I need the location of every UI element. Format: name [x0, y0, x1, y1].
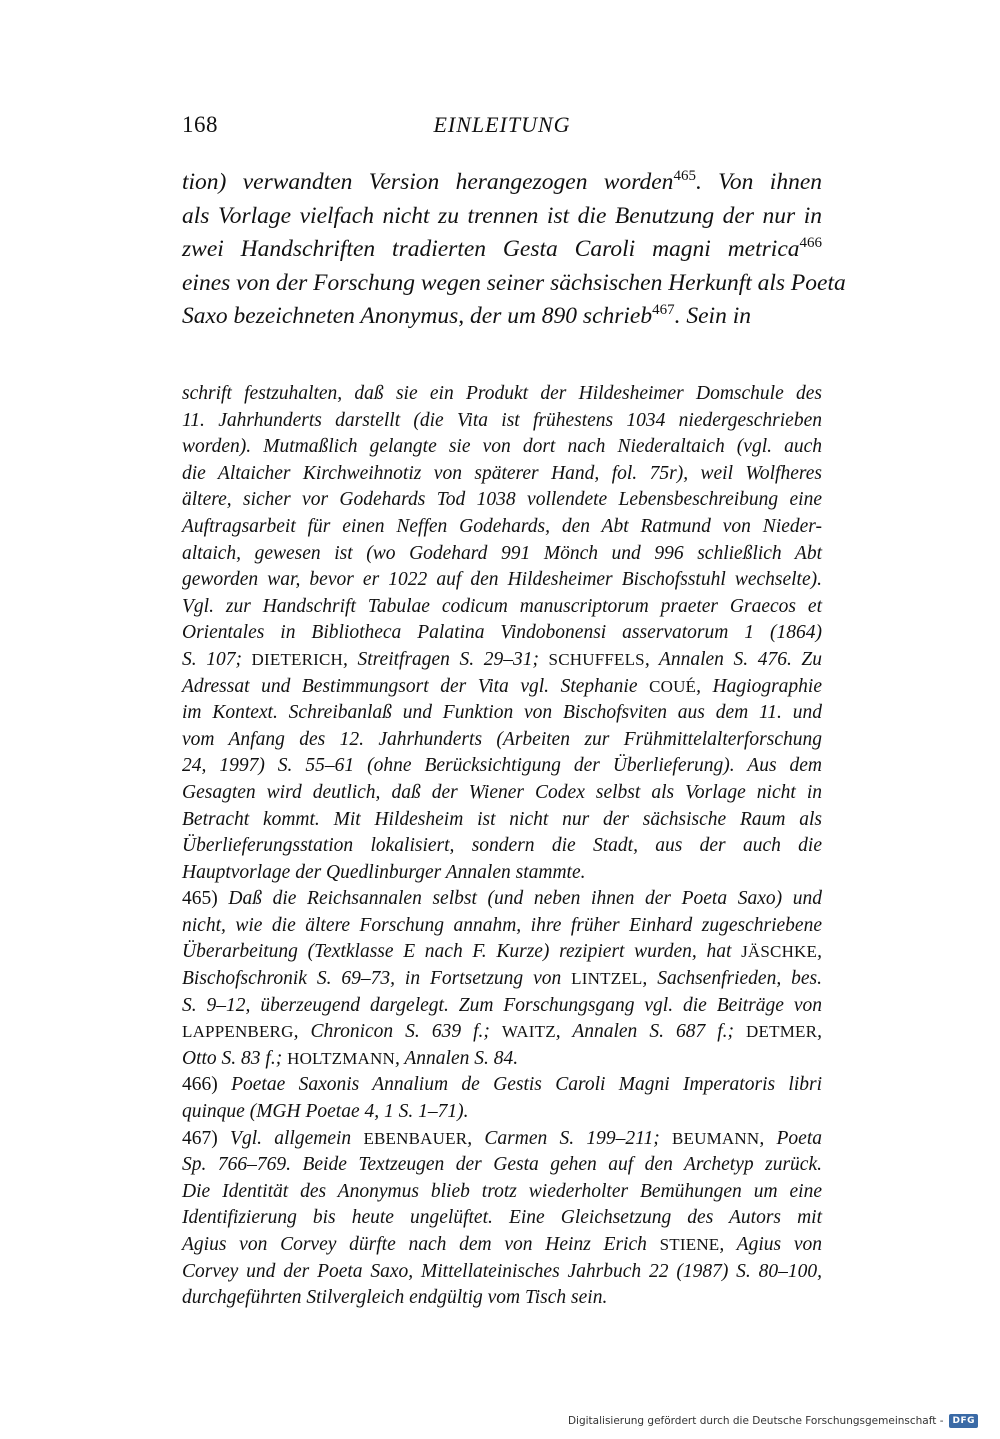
- footnotes-line: [182, 1099, 822, 1126]
- text-segment: zwei Handschriften tradierten Gesta Caroli magni metrica: [182, 236, 800, 262]
- footnotes-line: [182, 700, 822, 727]
- text-segment: Überarbeitung (Textklasse E nach F. Kurze) rezipiert wurden, hat: [182, 941, 742, 963]
- text-segment: . Sein in: [674, 303, 751, 329]
- text-segment: S. 107;: [182, 648, 252, 670]
- author-name: HOLTZMANN: [287, 1048, 395, 1068]
- author-name: STIENE: [659, 1235, 720, 1254]
- text-segment: eines von der Forschung wegen seiner sächsischen Herkunft als Poeta: [182, 269, 846, 296]
- text-segment: Daß die Reichsannalen selbst (und neben ihnen der Poeta Saxo) und: [228, 888, 822, 910]
- footnotes-line: [182, 939, 822, 966]
- scan-note-text: Digitalisierung gefördert durch die Deutsche Forschungsgemeinschaft -: [567, 1415, 944, 1427]
- text-segment: Betracht kommt. Mit Hildesheim ist nicht nur der sächsische Raum als: [182, 808, 822, 830]
- text-segment: 24, 1997) S. 55–61 (ohne Berücksichtigung der Überlieferung). Aus dem: [182, 755, 822, 777]
- text-segment: , Poeta: [759, 1127, 822, 1149]
- author-name: BEUMANN: [672, 1128, 760, 1148]
- main_text-line: [182, 166, 822, 200]
- footnotes-line: [182, 753, 822, 780]
- text-segment: , Sachsenfrieden, bes.: [642, 968, 822, 990]
- text-segment: Vgl. zur Handschrift Tabulae codicum manuscriptorum praeter Graecos et: [182, 595, 822, 617]
- text-segment: nicht, wie die ältere Forschung annahm, ihre früher Einhard zugeschriebene: [182, 914, 822, 936]
- author-name: WAITZ: [501, 1022, 556, 1042]
- text-segment: Orientales in Bibliotheca Palatina Vindobonensi asservatorum 1 (1864): [182, 622, 822, 644]
- text-segment: ,: [817, 941, 822, 963]
- author-name: DETMER: [746, 1022, 818, 1042]
- footnotes-line: [182, 620, 822, 647]
- footnotes-line: [182, 567, 822, 594]
- text-segment: Otto S. 83 f.;: [182, 1047, 288, 1069]
- author-name: JÄSCHKE: [741, 942, 818, 962]
- footnotes-line: [182, 1179, 822, 1206]
- text-segment: Agius von Corvey dürfte nach dem von Heinz Erich: [182, 1234, 660, 1255]
- text-segment: Saxo bezeichneten Anonymus, der um 890 schrieb: [182, 303, 653, 329]
- text-segment: im Kontext. Schreibanlaß und Funktion von Bischofsviten aus dem 11. und: [182, 702, 822, 724]
- text-segment: Bischofschronik S. 69–73, in Fortsetzung von: [182, 968, 572, 990]
- author-name: DIETERICH: [251, 649, 344, 669]
- footnotes-line: [182, 1046, 822, 1073]
- text-segment: , Carmen S. 199–211;: [467, 1127, 672, 1149]
- footnotes-line: [182, 674, 822, 701]
- footnotes-line: [182, 1205, 822, 1232]
- scan-note: [568, 1411, 978, 1431]
- text-segment: Auftragsarbeit für einen Neffen Godehards, den Abt Ratmund von Nieder-: [182, 515, 822, 537]
- footnotes-line: [182, 727, 822, 754]
- footnotes: [182, 381, 822, 1312]
- text-segment: worden). Mutmaßlich gelangte sie von dort nach Niederaltaich (vgl. auch: [182, 436, 822, 458]
- footnotes-line: [182, 966, 822, 993]
- footnotes-line: [182, 993, 822, 1020]
- text-segment: durchgeführten Stilvergleich endgültig vom Tisch sein.: [182, 1287, 608, 1309]
- footnote-number: 466): [182, 1074, 232, 1096]
- footnotes-line: [182, 461, 822, 488]
- text-segment: Corvey und der Poeta Saxo, Mittellateinisches Jahrbuch 22 (1987) S. 80–100,: [182, 1260, 822, 1282]
- text-segment: 11. Jahrhunderts darstellt (die Vita ist frühestens 1034 niedergeschrieben: [182, 409, 822, 431]
- footnotes-line: [182, 487, 822, 514]
- footnotes-line: [182, 1232, 822, 1259]
- text-segment: Identifizierung bis heute ungelüftet. Eine Gleichsetzung des Autors mit: [182, 1207, 822, 1229]
- text-segment: , Annalen S. 687 f.;: [555, 1021, 747, 1043]
- footnotes-line: [182, 1126, 822, 1153]
- author-name: LAPPENBERG: [182, 1022, 294, 1042]
- main_text-line: [182, 200, 822, 234]
- footnotes-line: [182, 833, 822, 860]
- text-segment: Überlieferungsstation lokalisiert, sondern die Stadt, aus der auch die: [182, 835, 822, 857]
- footnote-ref: 466: [799, 235, 822, 251]
- page-number: 168: [182, 112, 218, 137]
- text-segment: Adressat und Bestimmungsort der Vita vgl. Stephanie: [182, 675, 650, 697]
- footnotes-line: [182, 780, 822, 807]
- text-segment: die Altaicher Kirchweihnotiz von späterer Hand, fol. 75r), weil Wolfheres: [182, 462, 822, 484]
- author-name: SCHUFFELS: [548, 649, 645, 669]
- text-segment: , Streitfragen S. 29–31;: [343, 648, 549, 670]
- text-segment: , Agius von: [719, 1234, 822, 1255]
- text-segment: , Annalen S. 84.: [395, 1047, 519, 1069]
- running-head: EINLEITUNG: [433, 112, 571, 137]
- footnotes-line: [182, 408, 822, 435]
- main_text-line: [182, 300, 822, 334]
- footnotes-line: [182, 913, 822, 940]
- text-segment: . Von ihnen: [695, 169, 822, 195]
- main_text-line: [182, 233, 822, 267]
- text-segment: Gesagten wird deutlich, daß der Wiener Codex selbst als Vorlage nicht in: [182, 781, 822, 803]
- footnotes-line: [182, 647, 822, 674]
- main-text: [182, 166, 846, 334]
- text-segment: S. 9–12, überzeugend dargelegt. Zum Forschungsgang vgl. die Beiträge von: [182, 994, 822, 1016]
- footnotes-line: [182, 1072, 822, 1099]
- main_text-line: [182, 267, 846, 301]
- footnotes-line: [182, 807, 822, 834]
- text-segment: , Annalen S. 476. Zu: [644, 648, 822, 670]
- text-segment: altaich, gewesen ist (wo Godehard 991 Mönch und 996 schließlich Abt: [182, 542, 822, 564]
- footnote-number: 467): [182, 1127, 231, 1149]
- footnotes-line: [182, 886, 822, 913]
- text-segment: Hauptvorlage der Quedlinburger Annalen stammte.: [182, 861, 586, 883]
- footnotes-line: [182, 860, 822, 887]
- text-segment: Vgl. allgemein: [230, 1127, 364, 1149]
- footnotes-line: [182, 594, 822, 621]
- footnote-ref: 465: [673, 168, 696, 184]
- text-segment: geworden war, bevor er 1022 auf den Hildesheimer Bischofsstuhl wechselte).: [182, 569, 822, 591]
- footnote-number: 465): [182, 888, 229, 910]
- footnotes-line: [182, 434, 822, 461]
- text-segment: tion) verwandten Version herangezogen worden: [182, 169, 674, 195]
- text-segment: Die Identität des Anonymus blieb trotz wiederholter Bemühungen um eine: [182, 1180, 822, 1202]
- author-name: LINTZEL: [571, 969, 643, 989]
- text-segment: , Chronicon S. 639 f.;: [293, 1021, 502, 1043]
- footnotes-line: [182, 514, 822, 541]
- author-name: EBENBAUER: [363, 1128, 468, 1148]
- footnotes-line: [182, 1285, 822, 1312]
- text-segment: Sp. 766–769. Beide Textzeugen der Gesta gehen auf den Archetyp zurück.: [182, 1154, 822, 1176]
- text-segment: schrift festzuhalten, daß sie ein Produkt der Hildesheimer Domschule des: [182, 383, 822, 404]
- footnotes-line: [182, 381, 822, 408]
- text-segment: vom Anfang des 12. Jahrhunderts (Arbeiten zur Frühmittelalterforschung: [182, 728, 822, 750]
- dfg-logo: DFG: [949, 1414, 978, 1428]
- footnotes-line: [182, 1152, 822, 1179]
- author-name: COUÉ: [649, 676, 697, 696]
- footnotes-line: [182, 1019, 822, 1046]
- footnote-ref: 467: [652, 302, 675, 318]
- text-segment: als Vorlage vielfach nicht zu trennen ist die Benutzung der nur in: [182, 202, 822, 229]
- text-segment: Poetae Saxonis Annalium de Gestis Caroli Magni Imperatoris libri: [231, 1074, 822, 1096]
- text-segment: , Hagiographie: [696, 675, 822, 697]
- text-segment: ,: [817, 1021, 823, 1043]
- text-segment: ältere, sicher vor Godehards Tod 1038 vollendete Lebensbeschreibung eine: [182, 489, 822, 511]
- text-segment: quinque (MGH Poetae 4, 1 S. 1–71).: [182, 1101, 469, 1123]
- page-header: [182, 112, 822, 148]
- footnotes-line: [182, 541, 822, 568]
- footnotes-line: [182, 1259, 822, 1286]
